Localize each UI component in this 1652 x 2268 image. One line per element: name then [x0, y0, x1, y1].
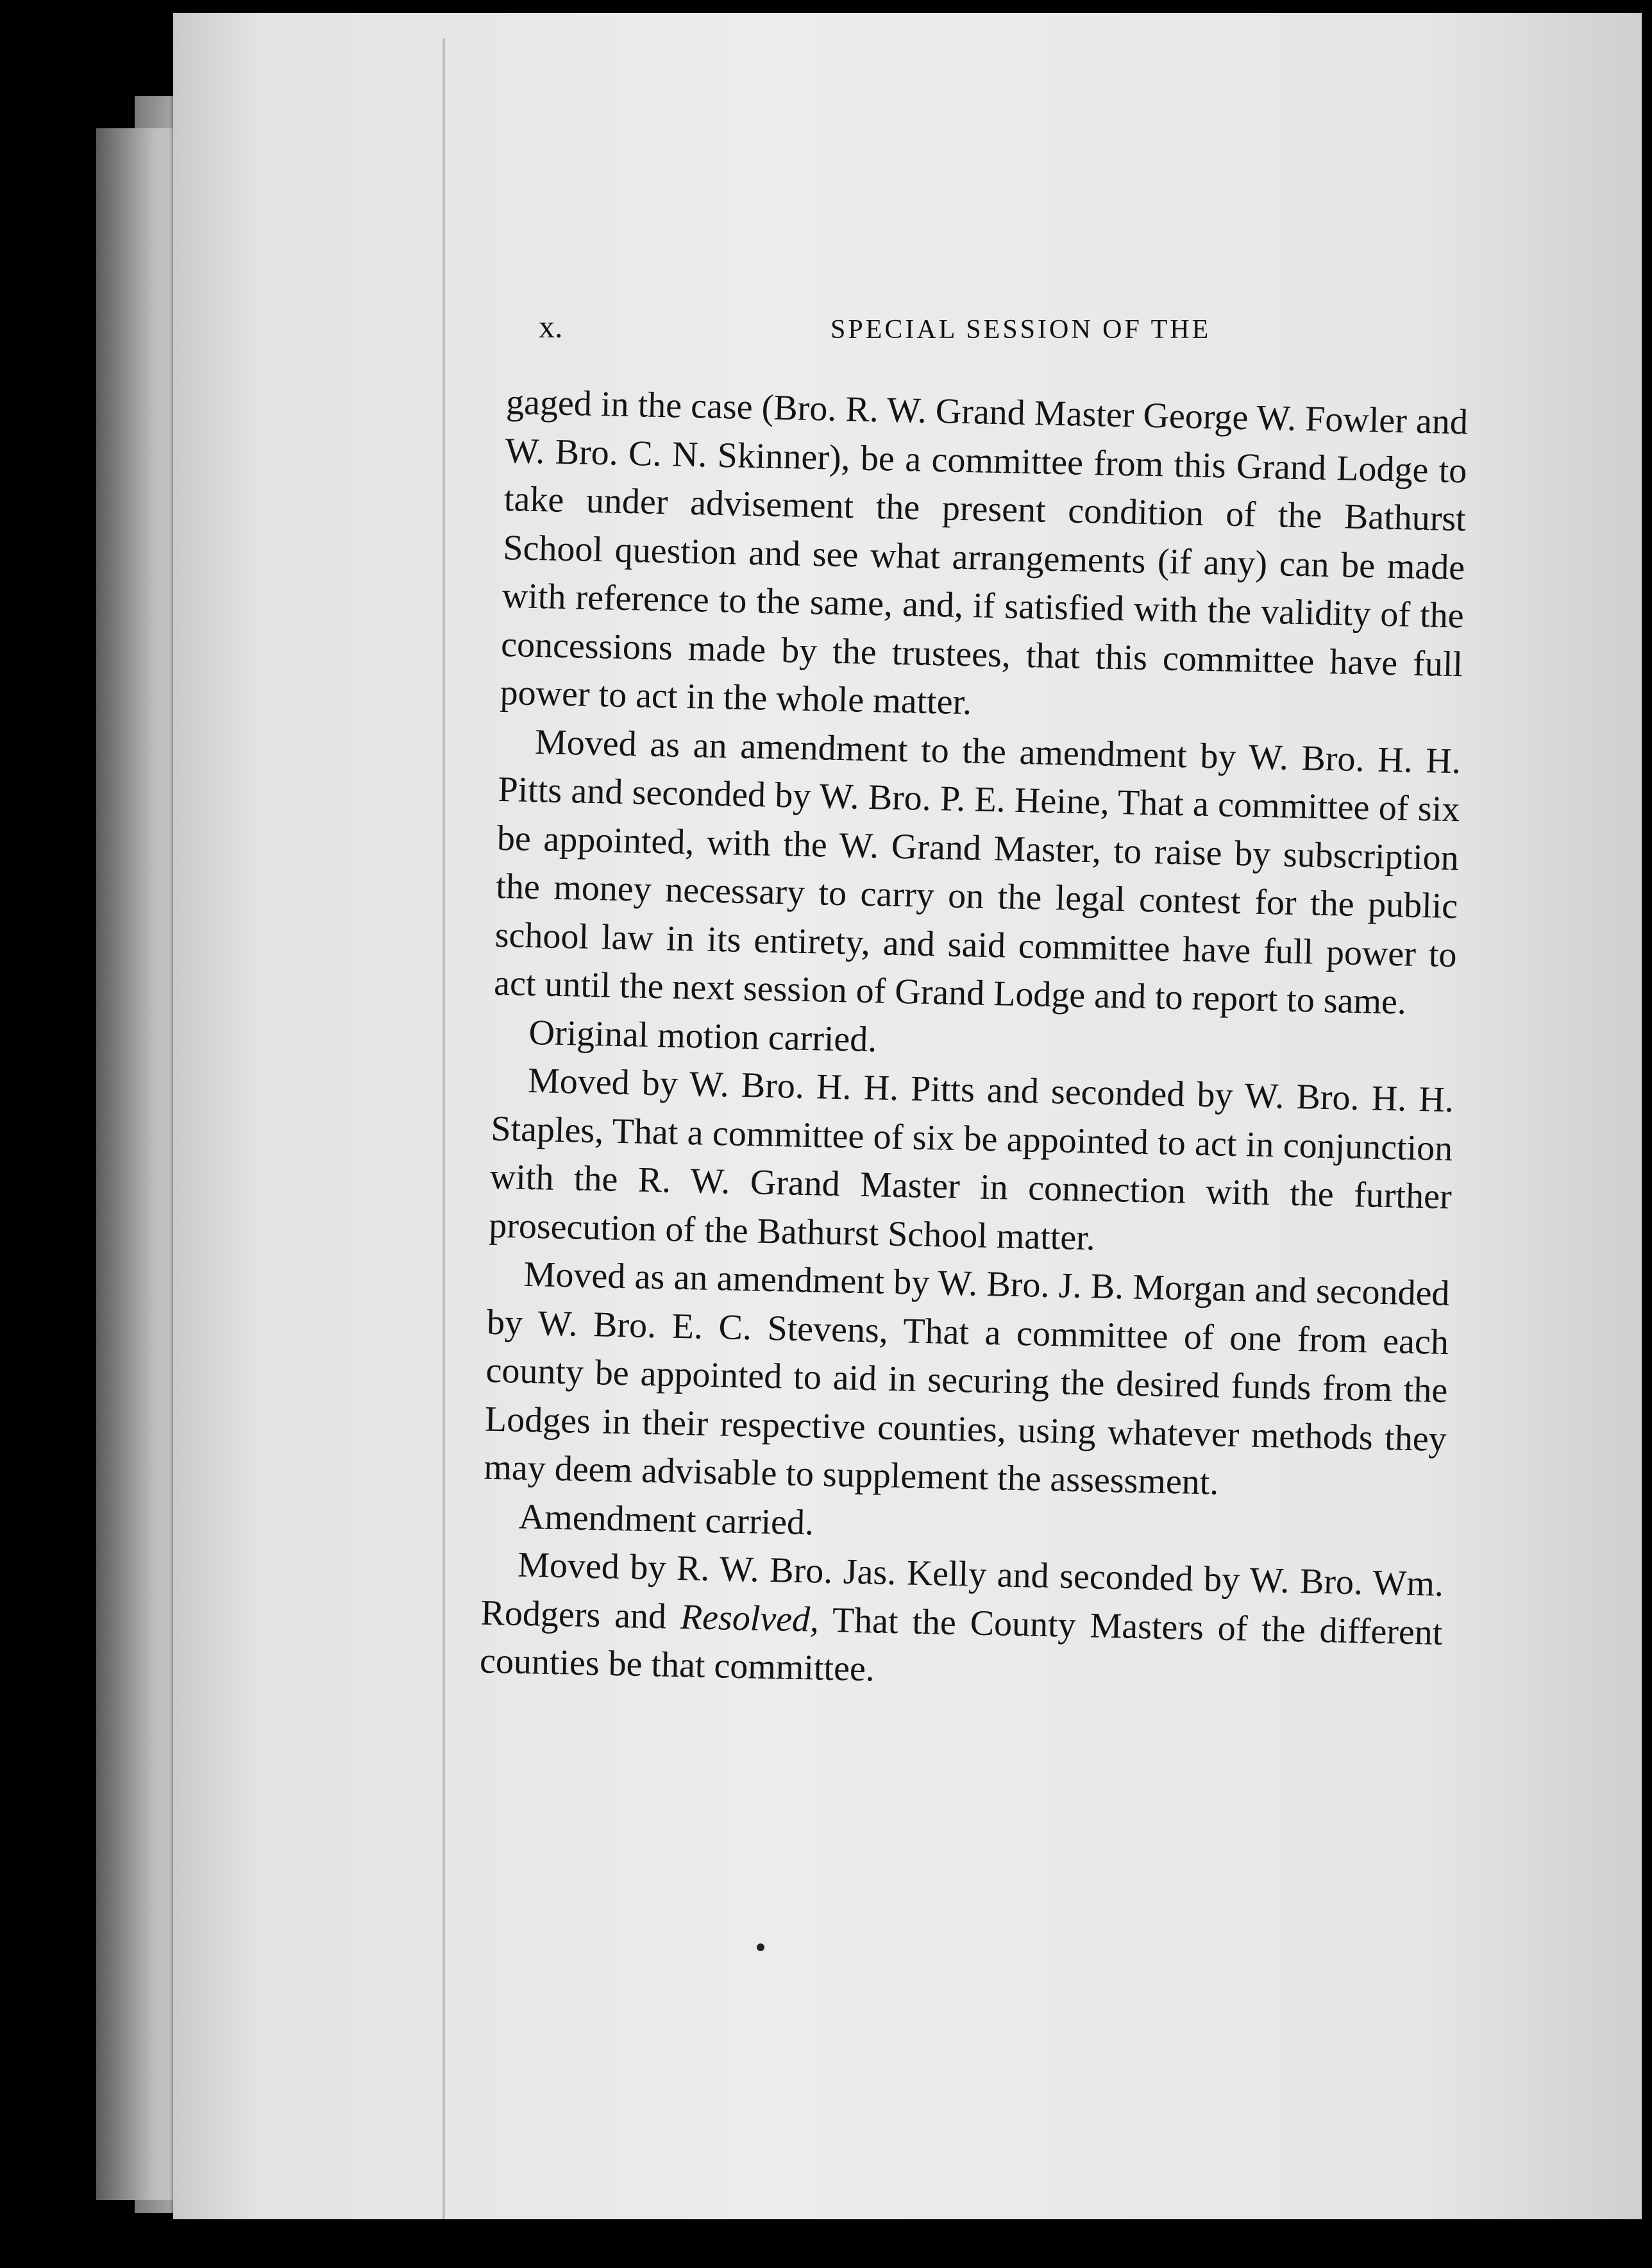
page-fold-line [442, 38, 445, 2219]
paragraph-amendment-to-amendment: Moved as an amendment to the amendment by W. Bro. H. H. Pitts and seconded by W. Bro. P. E. Heine, That a committee of six be appointed, with the W. Grand Master, to raise by subscription the money necessary to carry on the legal contest for the public school law in its entirety, and said committee have full power to act until the next session of Grand Lodge and to report to same. [493, 722, 1462, 1022]
paragraph-original-motion: Original motion carried. [528, 1012, 877, 1060]
running-head [539, 301, 1437, 353]
resolved-italic: Resolved, [680, 1596, 820, 1640]
resolution-text-start: Moved by R. W. Bro. Jas. Kelly and seconded by W. Bro. Wm. Rodgers and [480, 1544, 1444, 1637]
body-text [479, 378, 1468, 1705]
paragraph-amendment-carried: Amendment carried. [518, 1496, 814, 1543]
paragraph-resolution-kelly [479, 1541, 1444, 1706]
paragraph-amendment-morgan: Moved as an amendment by W. Bro. J. B. Morgan and seconded by W. Bro. E. C. Stevens, That a committee of one from each county be appointed to aid in securing the desired funds from the Lodges in their respective counties, using whatever methods they may deem advisable to supplement the assessment. [483, 1254, 1451, 1503]
page-mark-dot [757, 1943, 764, 1951]
running-head-title: SPECIAL SESSION OF THE [830, 315, 1211, 344]
paragraph-motion-staples: Moved by W. Bro. H. H. Pitts and seconded by W. Bro. H. H. Staples, That a committee of six be appointed to act in conjunction with the R. W. Grand Master in connection with the further prosecution of the Bathurst School matter. [488, 1060, 1454, 1258]
page-number: x. [539, 309, 563, 344]
resolution-text-end: That the County Masters of the different counties be that committee. [479, 1600, 1444, 1689]
paragraph-continuation: gaged in the case (Bro. R. W. Grand Master George W. Fowler and W. Bro. C. N. Skinner), be a committee from this Grand Lodge to take under advisement the present condition of the Bathurst School question and see what arrangements (if any) can be made with reference to the same, and, if satisfied with the validity of the concessions made by the trustees, that this committee have full power to act in the whole matter. [500, 382, 1469, 723]
